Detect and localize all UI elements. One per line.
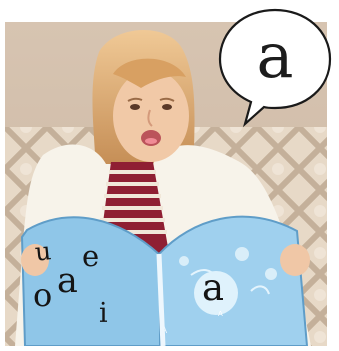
- spine-letter: A: [161, 326, 168, 336]
- cover-letter-e: e: [82, 239, 100, 273]
- girl-face: [113, 70, 189, 162]
- right-hand: [280, 244, 310, 276]
- cover-letter-a: a: [57, 261, 78, 301]
- cover-letter-i: i: [99, 298, 108, 329]
- cover-letter-o: o: [33, 276, 53, 314]
- page-letter-a: a: [202, 266, 225, 309]
- small-page-letter: A: [218, 310, 223, 318]
- speech-bubble-letter: a: [256, 19, 294, 92]
- cover-letter-u: u: [33, 236, 53, 267]
